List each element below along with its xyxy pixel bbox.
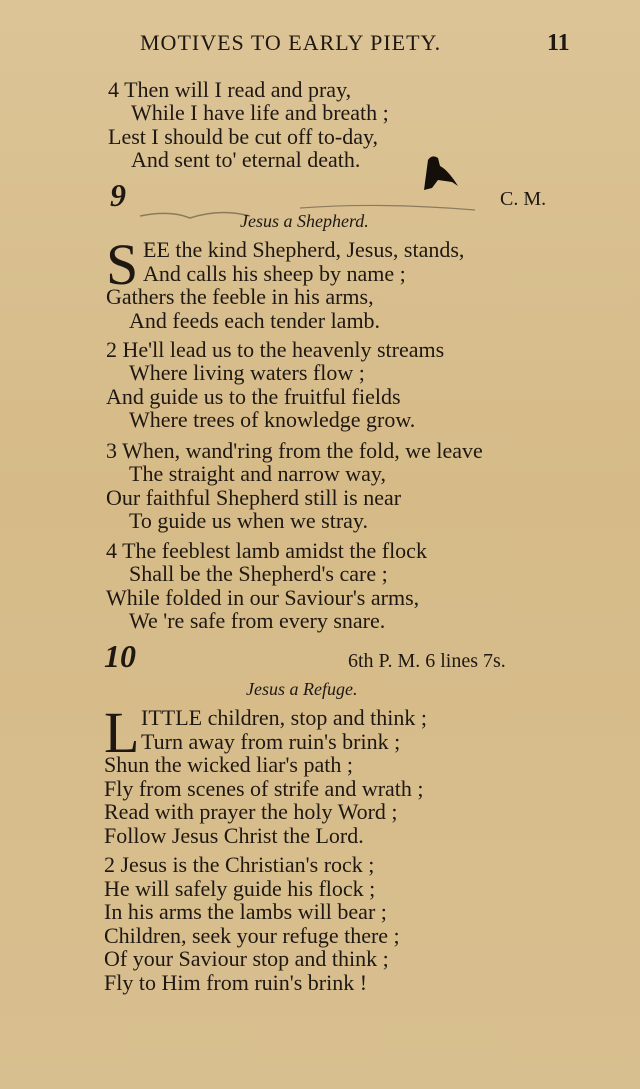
verse-line: Of your Saviour stop and think ; xyxy=(104,946,389,971)
verse-line: Fly from scenes of strife and wrath ; xyxy=(104,776,424,801)
verse-line: Turn away from ruin's brink ; xyxy=(141,729,401,754)
verse-line: EE the kind Shepherd, Jesus, stands, xyxy=(143,237,465,262)
verse-line: 4 The feeblest lamb amidst the flock xyxy=(106,538,427,563)
verse-line: While I have life and breath ; xyxy=(131,100,389,125)
ink-blot-mark xyxy=(418,152,460,194)
verse-line: He will safely guide his flock ; xyxy=(104,876,376,901)
verse-line: Gathers the feeble in his arms, xyxy=(106,284,374,309)
verse-line: 2 He'll lead us to the heavenly streams xyxy=(106,337,445,362)
verse-line: Follow Jesus Christ the Lord. xyxy=(104,823,364,848)
hymn-meter: 6th P. M. 6 lines 7s. xyxy=(348,650,506,672)
verse-line: Where trees of knowledge grow. xyxy=(129,407,416,432)
page-number: 11 xyxy=(547,30,570,56)
verse-line: 4 Then will I read and pray, xyxy=(108,77,352,102)
hymn-meter: C. M. xyxy=(500,188,547,210)
running-head-title: MOTIVES TO EARLY PIETY. xyxy=(140,30,442,55)
verse-line: 3 When, wand'ring from the fold, we leave xyxy=(106,438,483,463)
verse-line: Children, seek your refuge there ; xyxy=(104,923,400,948)
verse-line: And feeds each tender lamb. xyxy=(129,308,381,333)
verse-line: Shall be the Shepherd's care ; xyxy=(129,561,388,586)
verse-line: We 're safe from every snare. xyxy=(129,608,386,633)
verse-line: Where living waters flow ; xyxy=(129,360,365,385)
verse-line: Our faithful Shepherd still is near xyxy=(106,485,402,510)
verse-line: In his arms the lambs will bear ; xyxy=(104,899,387,924)
verse-line: 2 Jesus is the Christian's rock ; xyxy=(104,852,375,877)
hymn-number: 9 xyxy=(110,177,126,213)
verse-line: And guide us to the fruitful fields xyxy=(106,384,401,409)
running-head xyxy=(140,30,580,60)
verse-line: The straight and narrow way, xyxy=(129,461,386,486)
verse-line: While folded in our Saviour's arms, xyxy=(106,585,420,610)
verse-line: Shun the wicked liar's path ; xyxy=(104,752,353,777)
hymn-subtitle: Jesus a Shepherd. xyxy=(240,211,369,231)
hymn-number: 10 xyxy=(104,638,136,674)
verse-line: ITTLE children, stop and think ; xyxy=(141,705,427,730)
verse-line: To guide us when we stray. xyxy=(129,508,368,533)
verse-line: Read with prayer the holy Word ; xyxy=(104,799,398,824)
drop-cap: S xyxy=(106,232,139,297)
verse-line: Lest I should be cut off to-day, xyxy=(108,124,379,149)
verse-line: Fly to Him from ruin's brink ! xyxy=(104,970,368,995)
verse-line: And sent to' eternal death. xyxy=(131,147,361,172)
drop-cap: L xyxy=(104,700,140,765)
verse-line: And calls his sheep by name ; xyxy=(143,261,406,286)
hymn-subtitle: Jesus a Refuge. xyxy=(246,679,358,699)
